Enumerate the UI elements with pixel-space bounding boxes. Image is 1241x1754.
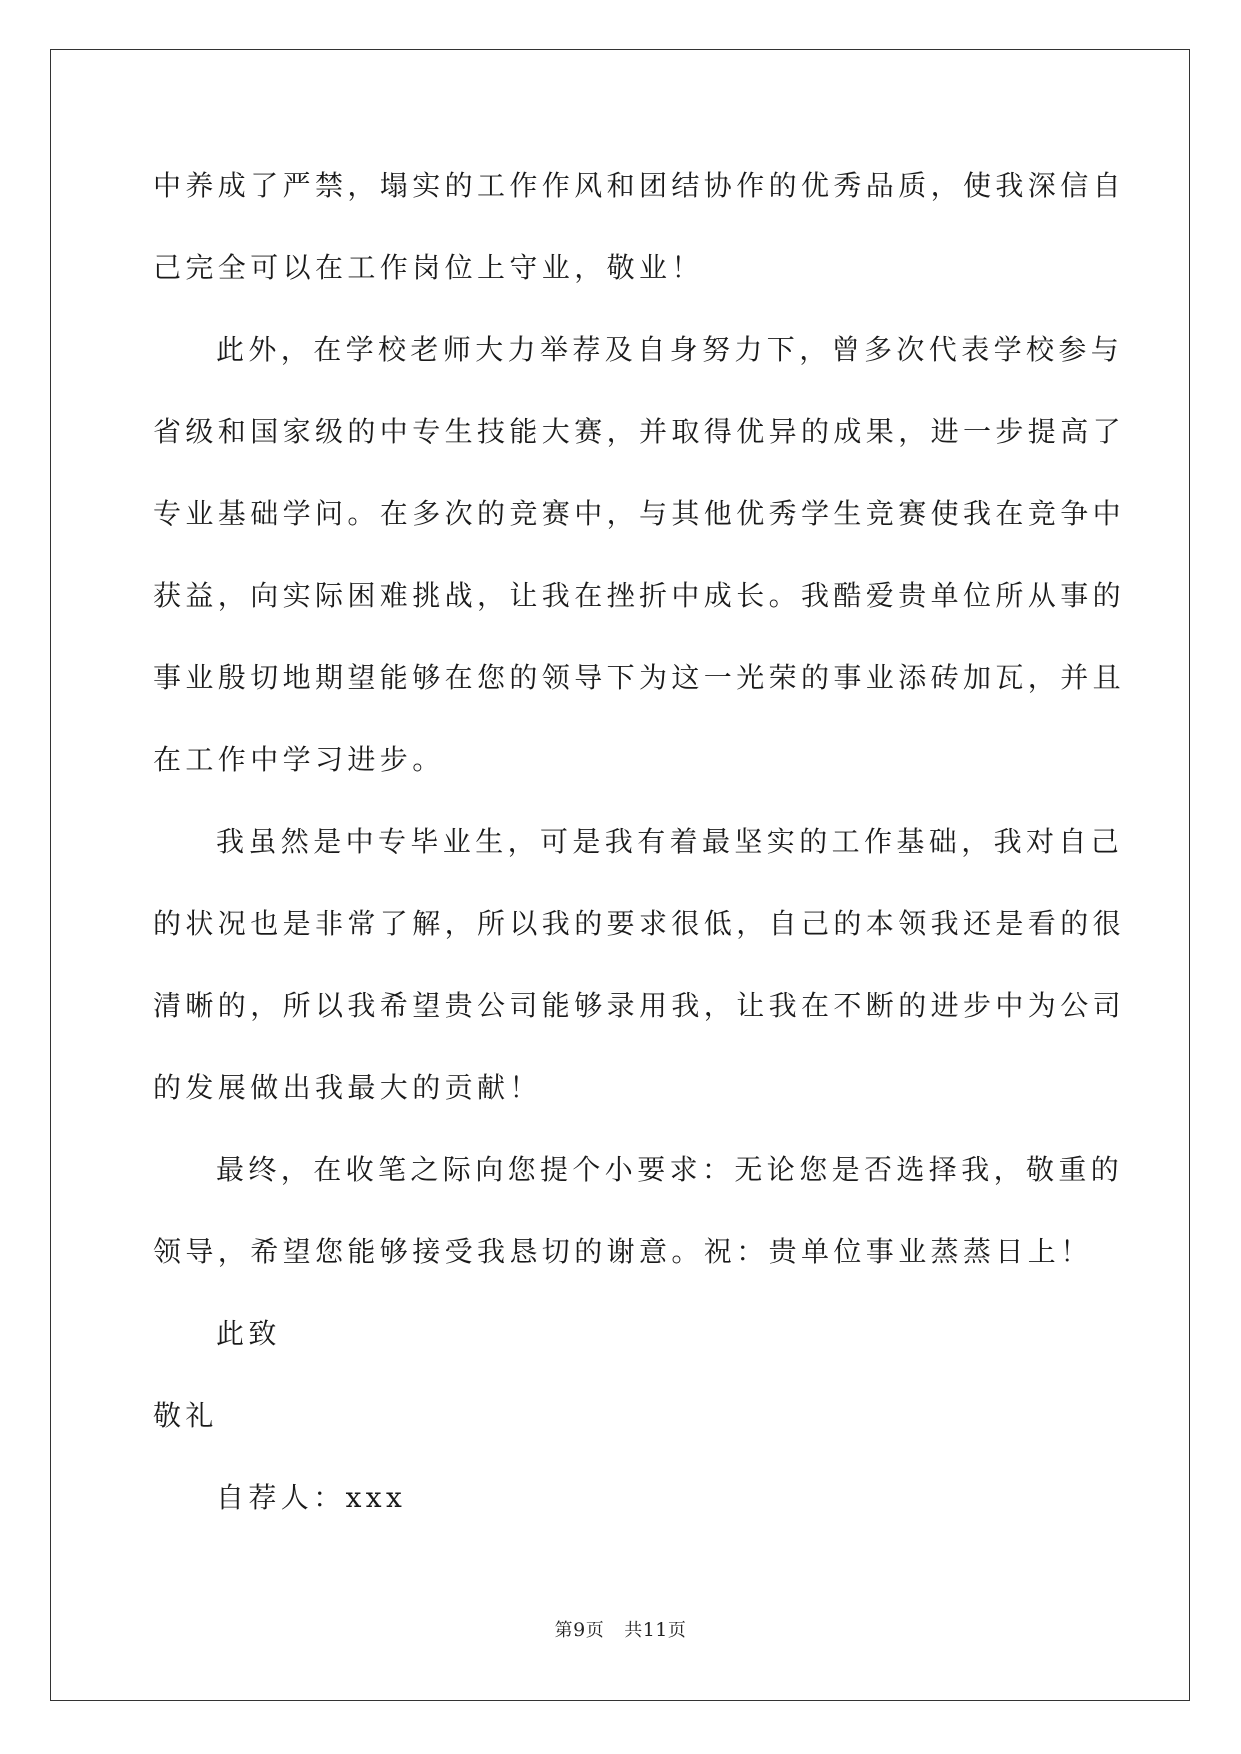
- total-pages-number: 11: [642, 1619, 668, 1641]
- paragraph-start-line: 此外，在学校老师大力举荐及自身努力下，曾多次代表学校参与: [216, 333, 1124, 366]
- total-prefix: 共: [624, 1620, 643, 1641]
- page-suffix: 页: [585, 1620, 605, 1641]
- page-prefix: 第: [554, 1620, 574, 1641]
- text-line: 中养成了严禁，塌实的工作作风和团结协作的优秀品质，使我深信自: [153, 169, 1126, 202]
- closing-greeting: 此致: [216, 1317, 281, 1350]
- text-line: 专业基础学问。在多次的竞赛中，与其他优秀学生竞赛使我在竞争中: [153, 497, 1126, 530]
- text-line: 省级和国家级的中专生技能大赛，并取得优异的成果，进一步提高了: [153, 415, 1126, 448]
- closing-salute: 敬礼: [153, 1399, 218, 1432]
- document-body: [153, 165, 1126, 1559]
- text-line: 在工作中学习进步。: [153, 743, 445, 776]
- total-suffix: 页: [667, 1620, 687, 1641]
- text-line: 清晰的，所以我希望贵公司能够录用我，让我在不断的进步中为公司: [153, 989, 1126, 1022]
- signature-line: 自荐人：xxx: [216, 1481, 407, 1514]
- paragraph-start-line: 我虽然是中专毕业生，可是我有着最坚实的工作基础，我对自己: [216, 825, 1124, 858]
- text-line: 己完全可以在工作岗位上守业，敬业！: [153, 251, 704, 284]
- text-line: 获益，向实际困难挑战，让我在挫折中成长。我酷爱贵单位所从事的: [153, 579, 1126, 612]
- text-line: 领导，希望您能够接受我恳切的谢意。祝：贵单位事业蒸蒸日上！: [153, 1235, 1093, 1268]
- text-line: 的发展做出我最大的贡献！: [153, 1071, 542, 1104]
- page-footer: [0, 1616, 1241, 1642]
- text-line: 的状况也是非常了解，所以我的要求很低，自己的本领我还是看的很: [153, 907, 1126, 940]
- paragraph-start-line: 最终，在收笔之际向您提个小要求：无论您是否选择我，敬重的: [216, 1153, 1124, 1186]
- current-page-number: 9: [573, 1619, 586, 1641]
- text-line: 事业殷切地期望能够在您的领导下为这一光荣的事业添砖加瓦，并且: [153, 661, 1126, 694]
